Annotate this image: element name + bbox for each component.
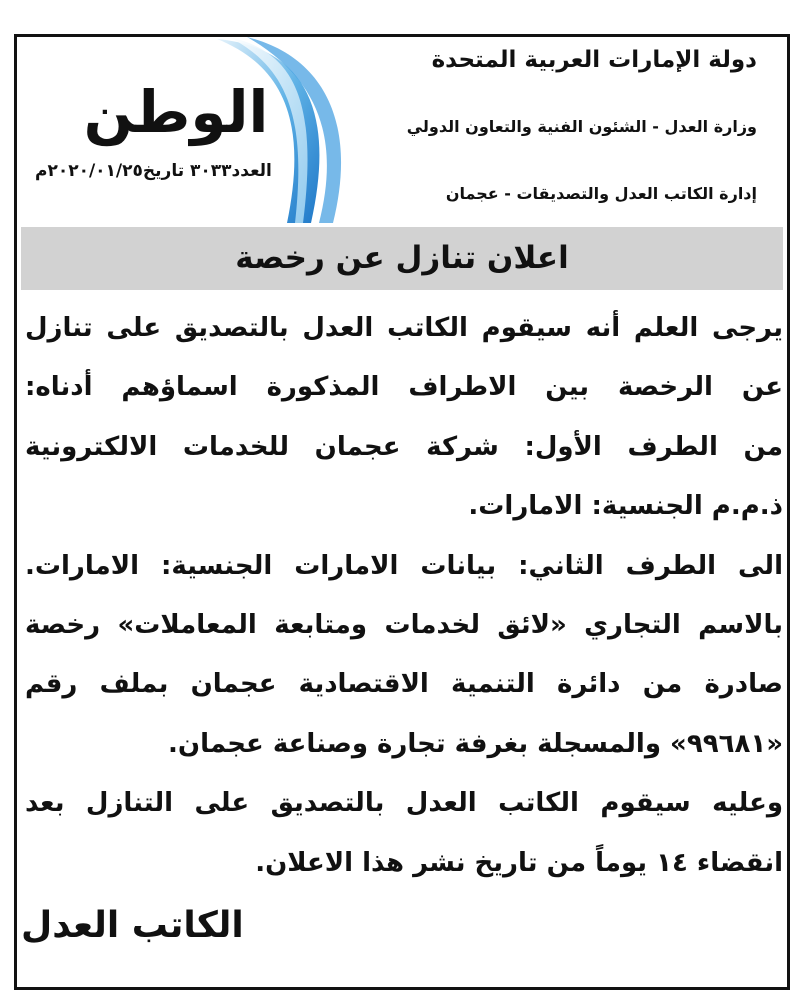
department-line: إدارة الكاتب العدل والتصديقات - عجمان xyxy=(445,184,757,203)
notice-title: اعلان تنازل عن رخصة xyxy=(21,227,783,290)
notice-frame xyxy=(14,34,790,990)
body-line: «٩٩٦٨١» والمسجلة بغرفة تجارة وصناعة عجمان. xyxy=(168,728,783,759)
body-line: الى الطرف الثاني: بيانات الامارات الجنسية: الامارات. xyxy=(25,550,783,581)
issue-date-line: العدد٣٠٣٣ تاريخ٢٠٢٠/٠١/٢٥م xyxy=(35,161,272,181)
body-line: انقضاء ١٤ يوماً من تاريخ نشر هذا الاعلان. xyxy=(255,847,783,878)
body-line: عن الرخصة بين الاطراف المذكورة اسماؤهم أدناه: xyxy=(25,372,783,403)
body-line: بالاسم التجاري «لائق لخدمات ومتابعة المعاملات» رخصة xyxy=(25,609,783,640)
notice-body xyxy=(25,299,783,893)
body-line: من الطرف الأول: شركة عجمان للخدمات الالكترونية xyxy=(25,431,783,462)
ministry-line: وزارة العدل - الشئون الفنية والتعاون الدولي xyxy=(406,117,757,136)
newspaper-name: الوطن xyxy=(83,78,269,146)
body-line: يرجى العلم أنه سيقوم الكاتب العدل بالتصديق على تنازل xyxy=(25,313,783,343)
body-line: صادرة من دائرة التنمية الاقتصادية عجمان بملف رقم xyxy=(25,669,783,700)
country-heading: دولة الإمارات العربية المتحدة xyxy=(431,47,757,73)
body-line: ذ.م.م الجنسية: الامارات. xyxy=(468,491,783,522)
signature: الكاتب العدل xyxy=(21,905,244,946)
body-line: وعليه سيقوم الكاتب العدل بالتصديق على التنازل بعد xyxy=(25,788,783,819)
